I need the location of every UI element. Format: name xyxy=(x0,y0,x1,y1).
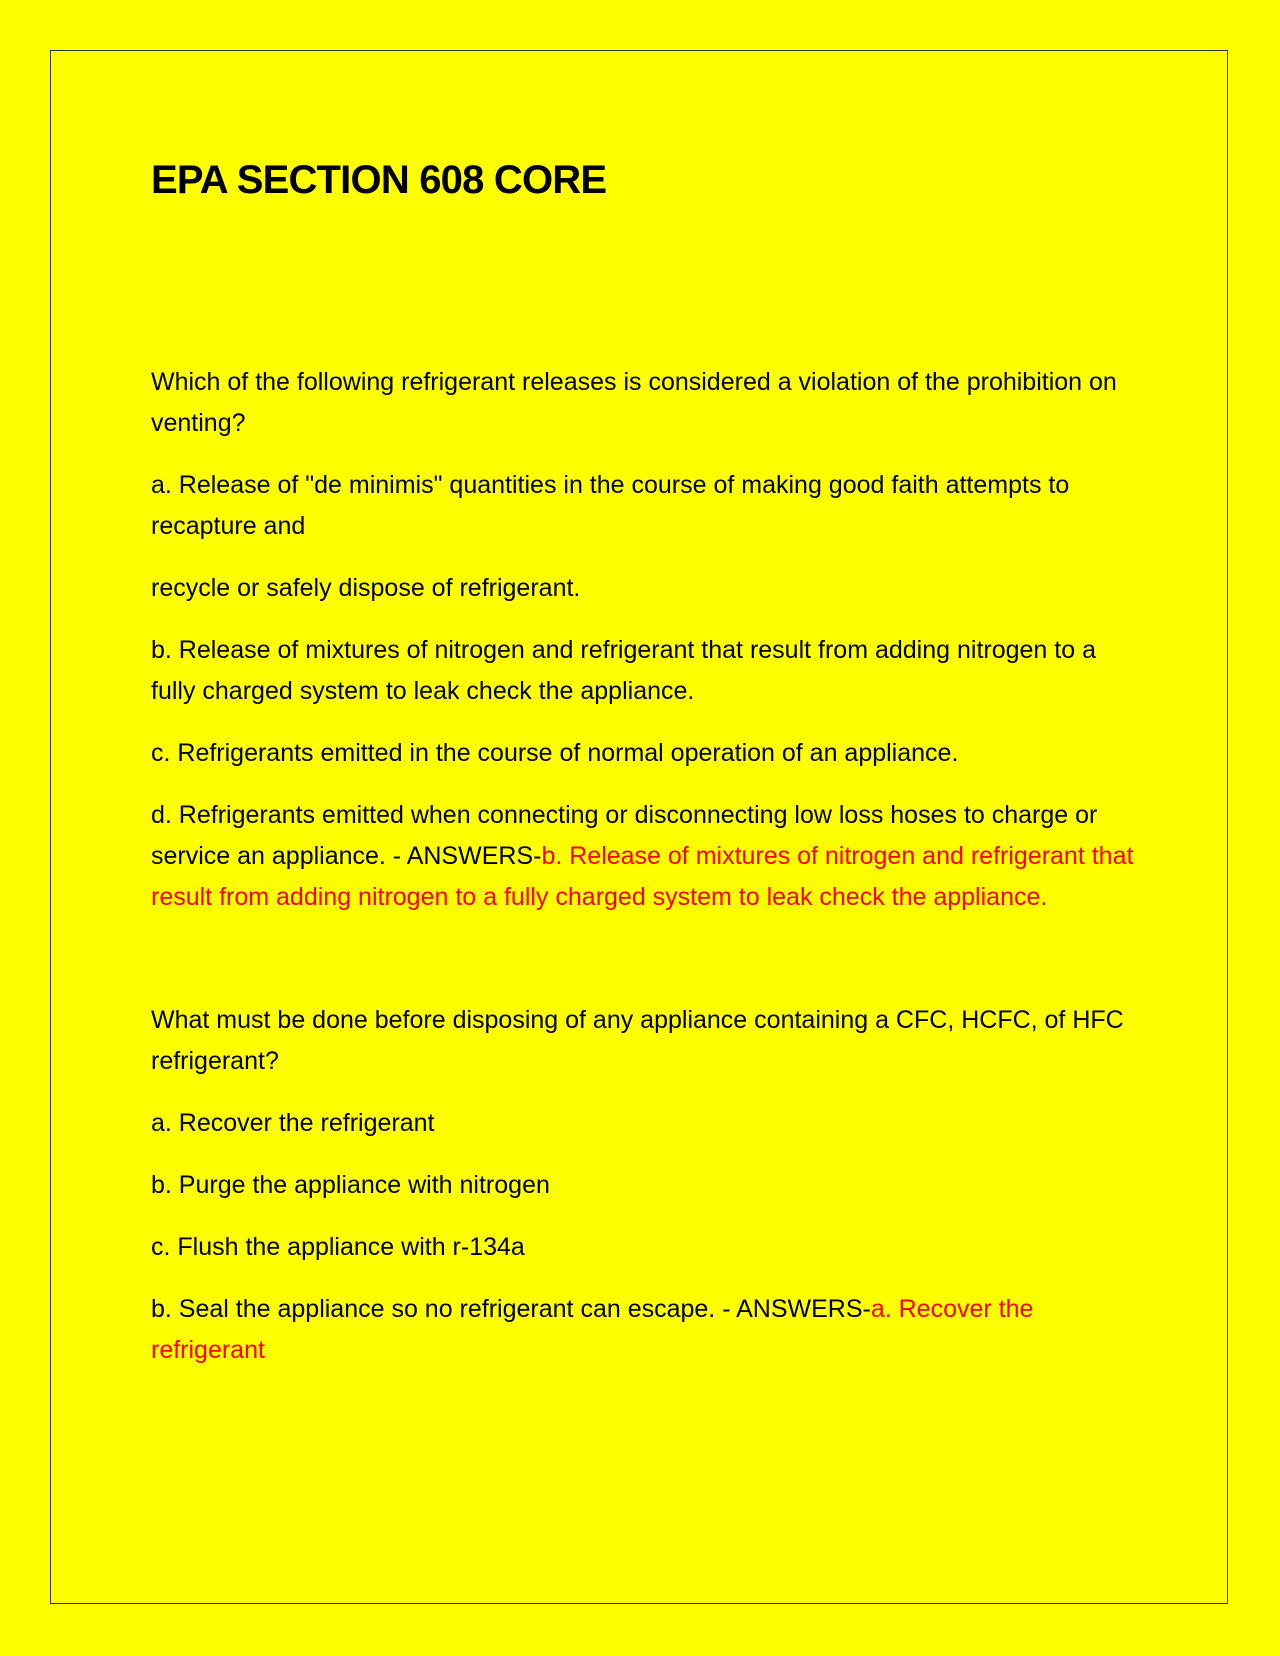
question-text: Which of the following refrigerant releases is considered a violation of the prohibition on venting? xyxy=(151,368,1117,437)
option-text: b. Purge the appliance with nitrogen xyxy=(151,1171,550,1199)
question-block-2 xyxy=(151,1000,1141,1371)
option-text: a. Recover the refrigerant xyxy=(151,1109,435,1137)
option-text: c. Flush the appliance with r-134a xyxy=(151,1233,525,1261)
option-text: c. Refrigerants emitted in the course of normal operation of an appliance. xyxy=(151,739,959,767)
option-text: a. Release of "de minimis" quantities in the course of making good faith attempts to recapture and xyxy=(151,471,1070,540)
option-text: b. Seal the appliance so no refrigerant can escape. - ANSWERS- xyxy=(151,1295,871,1323)
option-with-answer xyxy=(151,795,1141,918)
option-text: d. Refrigerants emitted when connecting or disconnecting low loss hoses to charge or service an appliance. - ANSWERS- xyxy=(151,801,1098,870)
option-text: b. Release of mixtures of nitrogen and refrigerant that result from adding nitrogen to a fully charged system to leak check the appliance. xyxy=(151,636,1096,705)
document-content xyxy=(151,150,1141,1392)
question-block-1 xyxy=(151,362,1141,918)
question-text: What must be done before disposing of any appliance containing a CFC, HCFC, of HFC refrigerant? xyxy=(151,1006,1124,1075)
answer-text: a. Recover the refrigerant xyxy=(151,1295,1034,1364)
option-with-answer xyxy=(151,1289,1141,1371)
answer-text: b. Release of mixtures of nitrogen and refrigerant that result from adding nitrogen to a fully charged system to leak check the appliance. xyxy=(151,842,1134,911)
option-text: recycle or safely dispose of refrigerant. xyxy=(151,574,581,602)
page-title: EPA SECTION 608 CORE xyxy=(151,158,607,202)
